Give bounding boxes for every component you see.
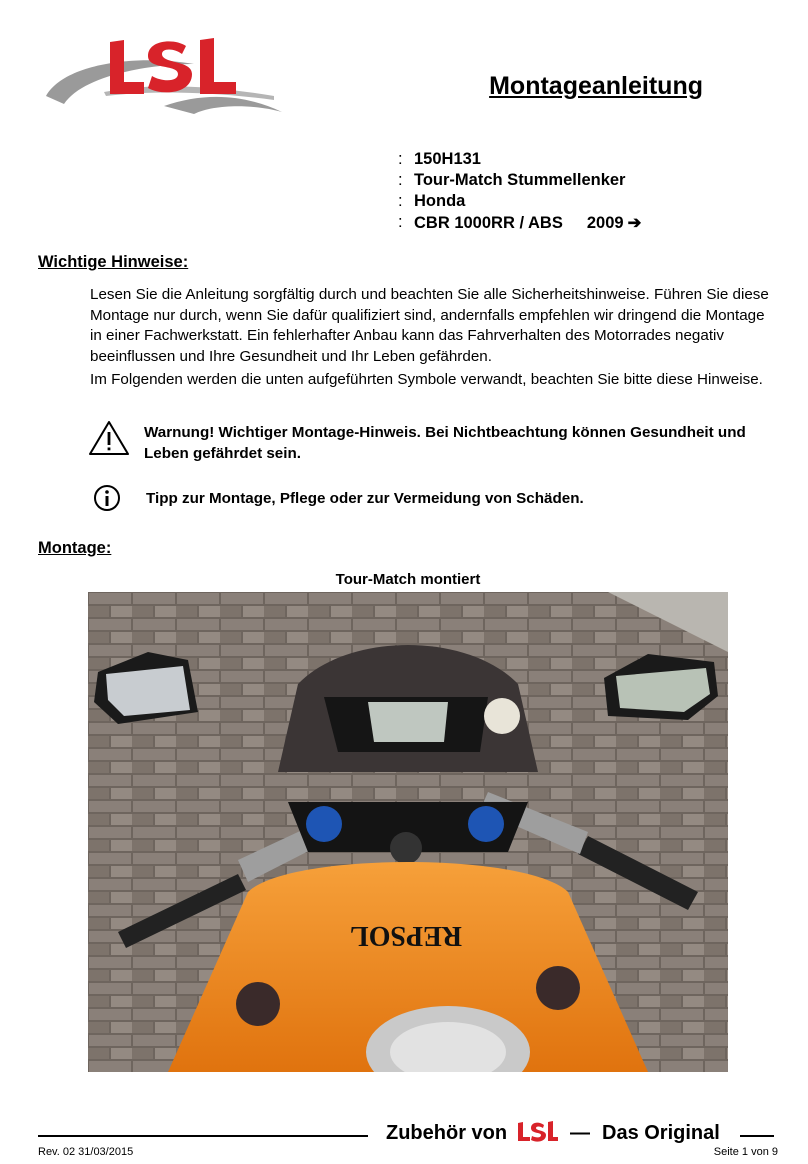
footer-brand: [386, 1122, 507, 1145]
model-year: 2009: [586, 214, 624, 232]
revision-info: Rev. 02 31/03/2015: [38, 1146, 134, 1158]
tip-text: Tipp zur Montage, Pflege oder zur Vermeidung von Schäden.: [146, 490, 584, 507]
notes-heading: Wichtige Hinweise:: [38, 253, 189, 271]
spec-colon: :: [398, 213, 403, 231]
lsl-logo: [44, 34, 284, 120]
motorcycle-photo: [88, 592, 728, 1072]
arrow-right-icon: ➔: [627, 214, 642, 232]
page-number: Seite 1 von 9: [713, 1146, 778, 1158]
assembly-heading: Montage:: [38, 539, 112, 557]
warning-text: Warnung! Wichtiger Montage-Hinweis. Bei Nichtbeachtung können Gesundheit und Leben gefährdet sein.: [144, 424, 746, 462]
spec-colon: :: [398, 171, 403, 189]
tank-lettering: REPSOL: [349, 920, 463, 951]
notes-paragraph: Im Folgenden werden die unten aufgeführten Symbole verwandt, beachten Sie bitte diese Hinweise.: [90, 371, 763, 388]
spec-value: Honda: [414, 192, 466, 210]
notes-paragraph: Lesen Sie die Anleitung sorgfältig durch und beachten Sie alle Sicherheitshinweise. Führen Sie diese Montage nur durch, wenn Sie dafür qualifiziert sind, andernfalls empfehlen wir dringend die Montage in einer Fachwerkstatt. Ein fehlerhafter Anbau kann das Fahrverhalten des Motorrades negativ beeinflussen und Ihre Gesundheit und Ihr Leben gefährden.: [90, 286, 769, 365]
document-title: Montageanleitung: [489, 72, 703, 100]
spec-colon: :: [398, 192, 403, 210]
spec-value: [414, 213, 641, 233]
model-name: CBR 1000RR / ABS: [414, 214, 563, 232]
photo-caption: Tour-Match montiert: [335, 571, 481, 588]
warning-note: [88, 420, 788, 464]
tip-note: [88, 483, 788, 513]
spec-colon: :: [398, 150, 403, 168]
spec-value: 150H131: [414, 150, 481, 168]
footer-rule: [38, 1135, 368, 1137]
footer-rule: [740, 1135, 774, 1137]
footer-original: Das Original: [602, 1122, 720, 1144]
spec-value: Tour-Match Stummellenker: [414, 171, 626, 189]
footer-prefix: Zubehör von: [386, 1122, 508, 1144]
info-circle-icon: [92, 483, 122, 513]
footer-lsl-logo: [517, 1121, 559, 1143]
warning-triangle-icon: [88, 420, 130, 456]
footer-dash: —: [570, 1122, 590, 1144]
